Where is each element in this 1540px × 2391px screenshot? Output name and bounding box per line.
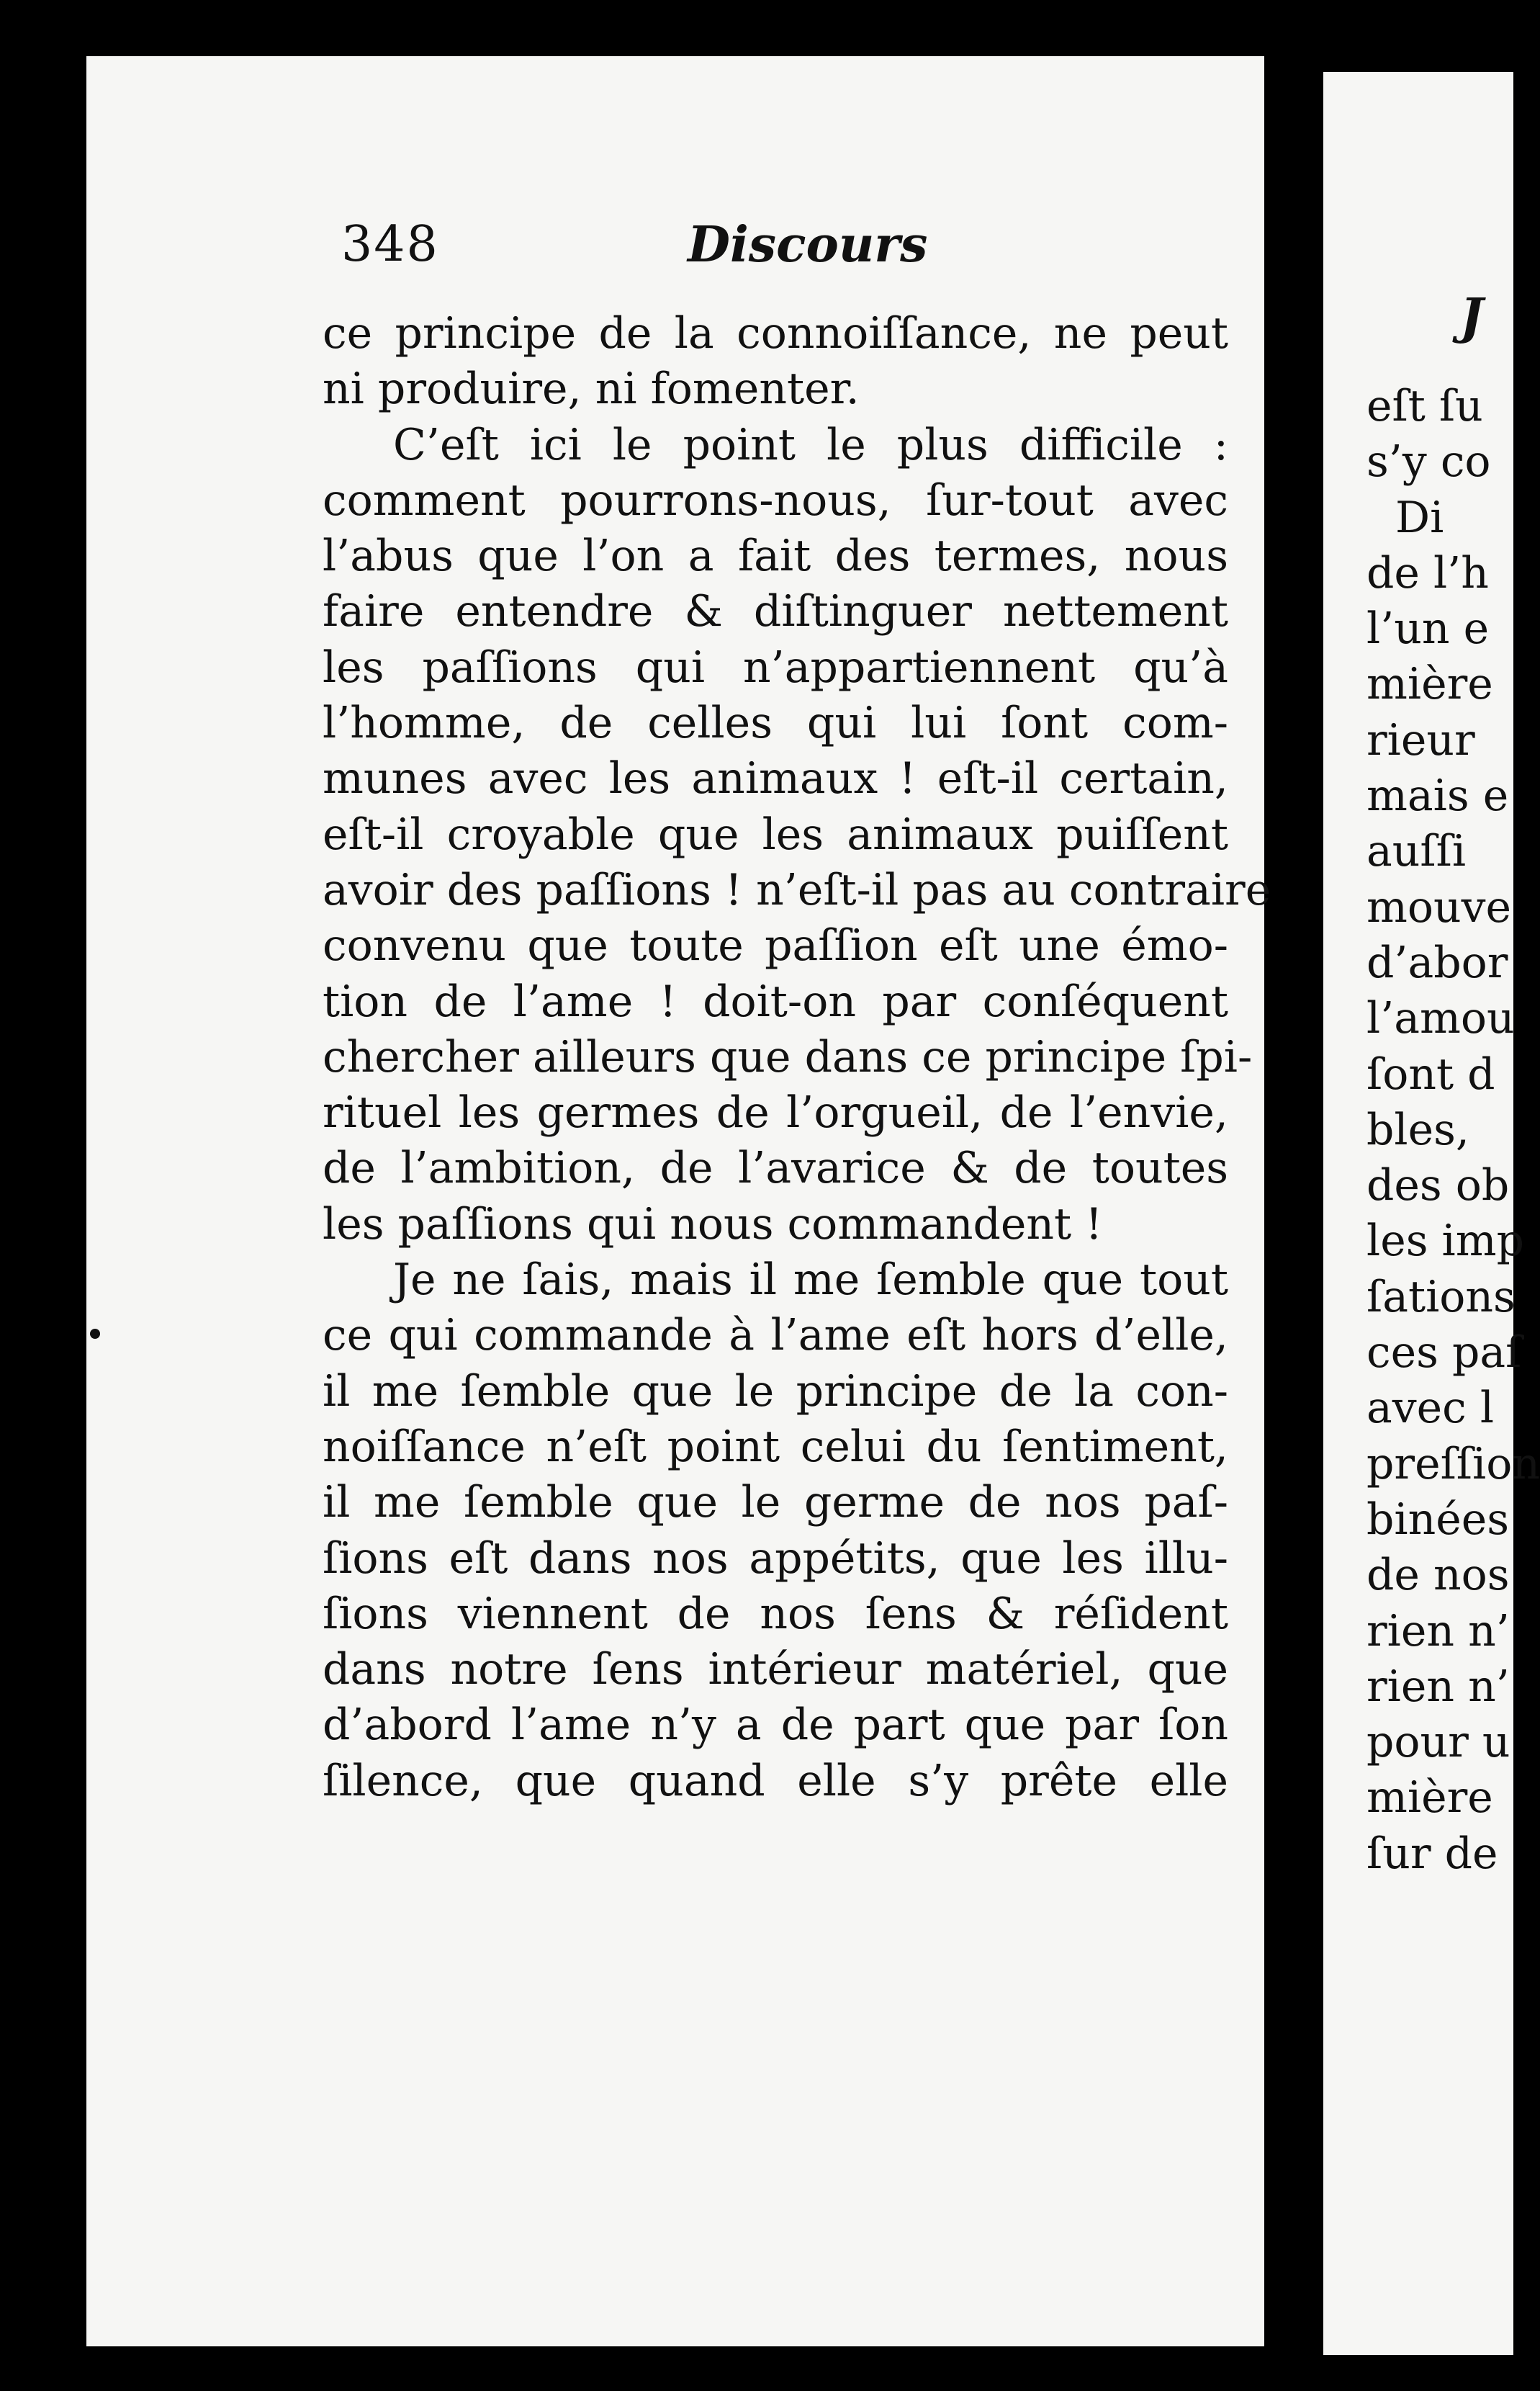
text-line: ſur de xyxy=(1366,1828,1498,1879)
page-number: 348 xyxy=(341,216,439,273)
text-line: rien n’ xyxy=(1366,1661,1510,1712)
running-title: Discours xyxy=(688,216,928,274)
right-running-title: J xyxy=(1460,288,1484,346)
text-line: Je ne ſais, mais il me ſemble que tout xyxy=(393,1255,1228,1306)
text-line: noiſſance n’eſt point celui du ſentiment, xyxy=(323,1421,1228,1472)
text-line: l’amou xyxy=(1366,993,1515,1044)
text-line: ſations xyxy=(1366,1271,1516,1322)
text-line: ſilence, que quand elle s’y prête elle xyxy=(323,1755,1228,1806)
text-line: Di xyxy=(1395,492,1444,543)
text-line: avec l xyxy=(1366,1383,1495,1434)
text-line: l’homme, de celles qui lui ſont com- xyxy=(323,698,1228,749)
text-line: munes avec les animaux ! eſt-il certain, xyxy=(323,753,1228,804)
text-line: il me ſemble que le germe de nos paſ- xyxy=(323,1477,1228,1528)
text-line: ni produire, ni fomenter. xyxy=(323,364,860,415)
text-line: mière xyxy=(1366,659,1493,710)
text-line: l’abus que l’on a fait des termes, nous xyxy=(323,531,1228,582)
text-line: de l’h xyxy=(1366,547,1489,598)
text-line: ſions viennent de nos ſens & réſident xyxy=(323,1588,1228,1639)
text-line: mais e xyxy=(1366,771,1509,822)
text-line: d’abor xyxy=(1366,937,1508,988)
text-line: preſſion xyxy=(1366,1438,1540,1489)
text-line: pour u xyxy=(1366,1717,1510,1768)
text-line: d’abord l’ame n’y a de part que par ſon xyxy=(323,1700,1228,1751)
text-line: avoir des paſſions ! n’eſt-il pas au contraire xyxy=(323,864,1271,915)
page-header xyxy=(253,216,1211,302)
right-page-text xyxy=(1366,379,1540,1882)
text-line: C’eſt ici le point le plus difficile : xyxy=(393,419,1228,470)
text-line: ce principe de la connoiſſance, ne peut xyxy=(323,308,1228,359)
text-line: les paſſions qui n’appartiennent qu’à xyxy=(323,642,1228,693)
text-line: de nos xyxy=(1366,1550,1510,1601)
text-line: l’un e xyxy=(1366,604,1490,655)
text-line: rien n’ xyxy=(1366,1605,1510,1656)
text-line: tion de l’ame ! doit-on par conſéquent xyxy=(323,976,1228,1027)
right-page xyxy=(1323,72,1540,2355)
text-line: chercher ailleurs que dans ce principe ſpi- xyxy=(323,1031,1253,1082)
text-line: convenu que toute paſſion eſt une émo- xyxy=(323,920,1228,972)
text-line: mouve xyxy=(1366,882,1512,933)
text-line: ce qui commande à l’ame eſt hors d’elle, xyxy=(323,1310,1228,1361)
text-line: comment pourrons-nous, ſur-tout avec xyxy=(323,475,1228,526)
text-line: des ob xyxy=(1366,1160,1510,1211)
text-line: dans notre ſens intérieur matériel, que xyxy=(323,1644,1228,1695)
text-line: auſſi xyxy=(1366,826,1467,877)
text-line: ces paſ xyxy=(1366,1327,1522,1378)
text-line: bles, xyxy=(1366,1104,1469,1155)
text-line: rieur xyxy=(1366,714,1475,766)
text-line: il me ſemble que le principe de la con- xyxy=(323,1365,1228,1417)
text-line: rituel les germes de l’orgueil, de l’envie, xyxy=(323,1087,1228,1139)
text-line: ſont d xyxy=(1366,1049,1495,1100)
text-line: de l’ambition, de l’avarice & de toutes xyxy=(323,1143,1228,1194)
text-line: eſt ſu xyxy=(1366,381,1483,431)
text-line: binées xyxy=(1366,1494,1510,1545)
text-line: faire entendre & diſtinguer nettement xyxy=(323,586,1228,637)
text-line: mière xyxy=(1366,1772,1493,1823)
text-line: les imp xyxy=(1366,1216,1525,1267)
body-text xyxy=(323,306,1271,1809)
text-line: les paſſions qui nous commandent ! xyxy=(323,1198,1103,1250)
margin-mark xyxy=(90,1329,100,1339)
text-line: s’y co xyxy=(1366,436,1491,488)
text-line: ſions eſt dans nos appétits, que les illu- xyxy=(323,1533,1228,1584)
text-line: eſt-il croyable que les animaux puiſſent xyxy=(323,809,1228,860)
